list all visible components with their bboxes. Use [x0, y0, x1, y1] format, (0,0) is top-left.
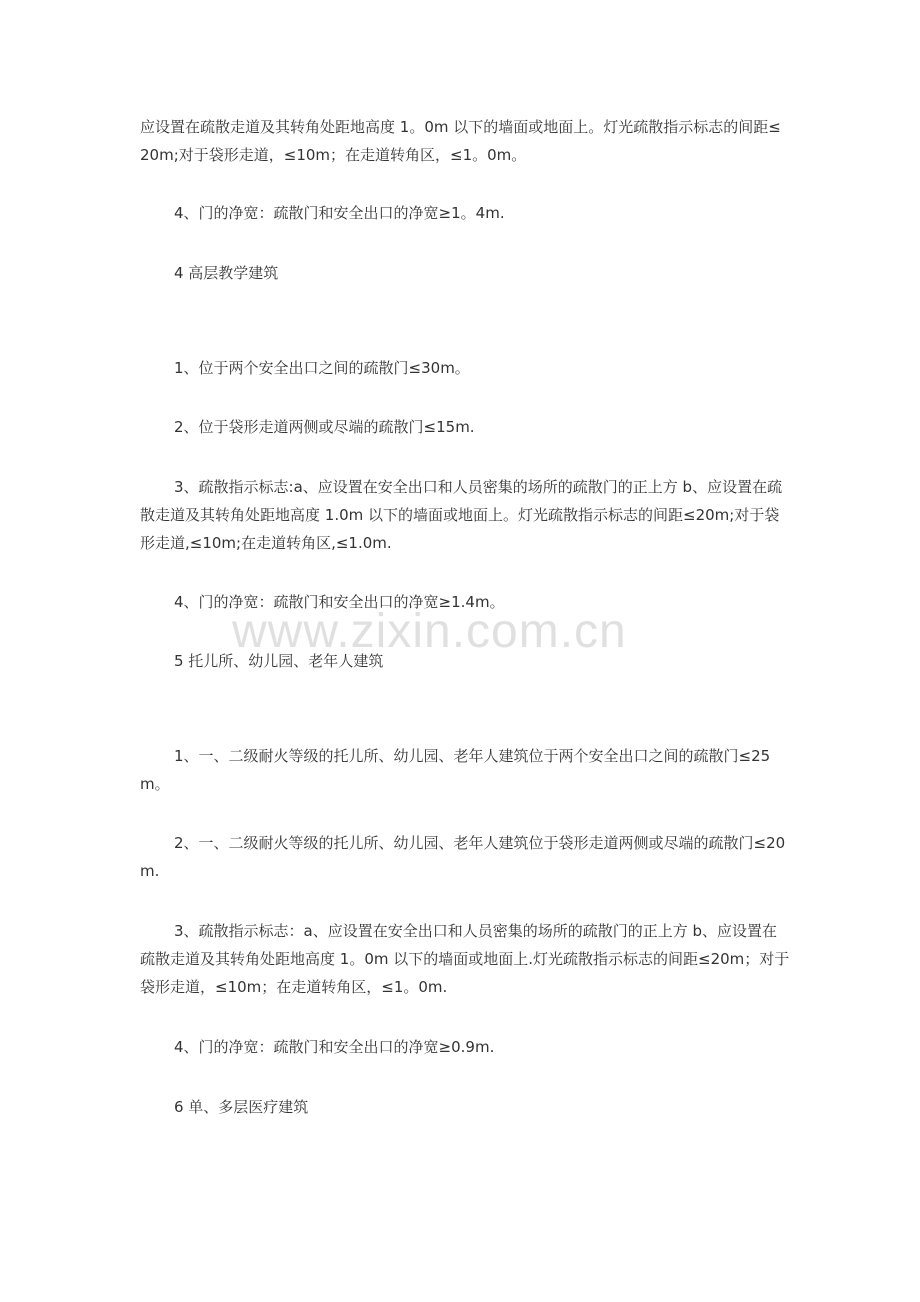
paragraph-door-width: 4、门的净宽：疏散门和安全出口的净宽≥1。4m. — [174, 204, 505, 222]
paragraph-item-4: 4、门的净宽：疏散门和安全出口的净宽≥1.4m。 — [174, 593, 505, 611]
paragraph-item-3-nursery: 3、疏散指示标志：a、应设置在安全出口和人员密集的场所的疏散门的正上方 b、应设置在疏散走道及其转角处距地高度 1。0m 以下的墙面或地面上.灯光疏散指示标志的间距≤20m；对于袋形走道，≤10m；在走道转角区，≤1。0m. — [140, 922, 790, 996]
section-heading-high-rise-teaching: 4 高层教学建筑 — [174, 264, 279, 282]
paragraph-item-1-nursery: 1、一、二级耐火等级的托儿所、幼儿园、老年人建筑位于两个安全出口之间的疏散门≤25m。 — [140, 747, 771, 793]
paragraph-item-4-nursery: 4、门的净宽：疏散门和安全出口的净宽≥0.9m. — [174, 1038, 495, 1056]
paragraph-item-2: 2、位于袋形走道两侧或尽端的疏散门≤15m. — [174, 418, 475, 436]
paragraph-item-1: 1、位于两个安全出口之间的疏散门≤30m。 — [174, 359, 470, 377]
paragraph-item-3: 3、疏散指示标志:a、应设置在安全出口和人员密集的场所的疏散门的正上方 b、应设置在疏散走道及其转角处距地高度 1.0m 以下的墙面或地面上。灯光疏散指示标志的间距≤20m;对于袋形走道,≤10m;在走道转角区,≤1.0m. — [140, 478, 783, 552]
watermark: www.zixin.com.cn — [232, 605, 627, 658]
paragraph-item-2-nursery: 2、一、二级耐火等级的托儿所、幼儿园、老年人建筑位于袋形走道两侧或尽端的疏散门≤20m. — [140, 834, 786, 880]
section-heading-nursery-elderly: 5 托儿所、幼儿园、老年人建筑 — [174, 652, 384, 670]
paragraph-continuation: 应设置在疏散走道及其转角处距地高度 1。0m 以下的墙面或地面上。灯光疏散指示标志的间距≤20m;对于袋形走道，≤10m；在走道转角区，≤1。0m。 — [140, 118, 781, 164]
section-heading-medical: 6 单、多层医疗建筑 — [174, 1098, 309, 1116]
